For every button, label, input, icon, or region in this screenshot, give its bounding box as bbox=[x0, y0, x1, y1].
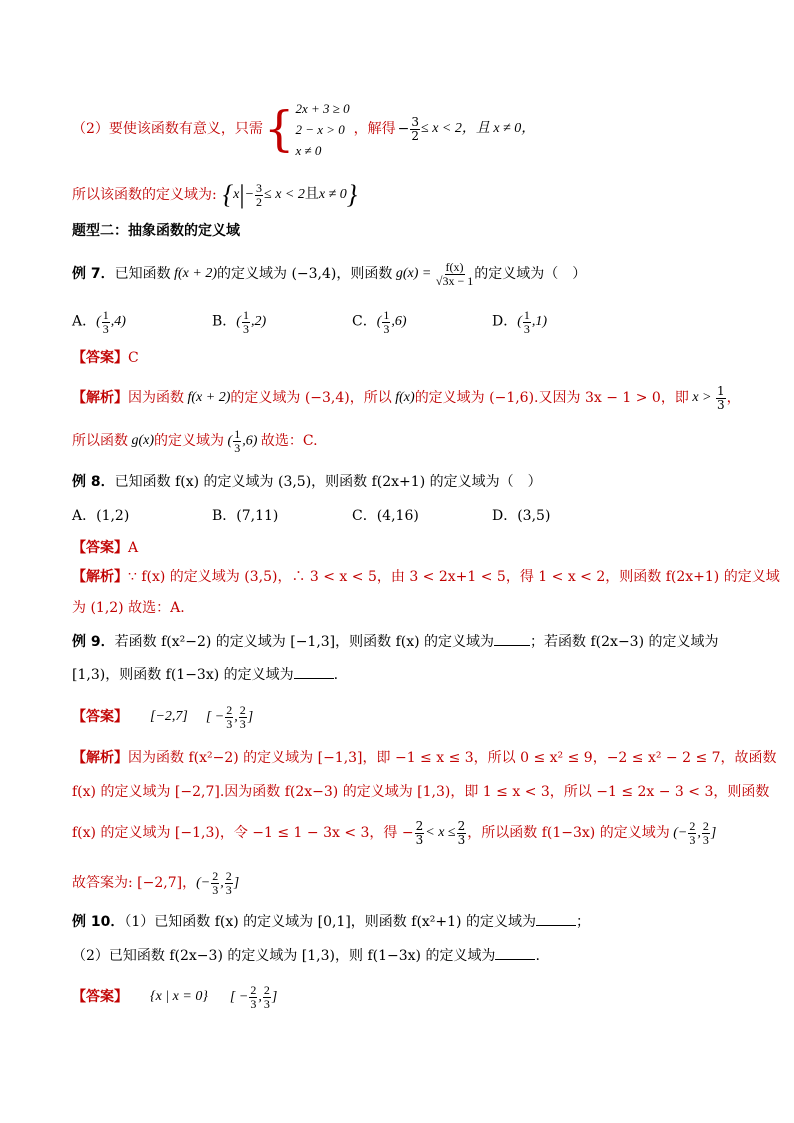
ex9-stem-2: [1,3)，则函数 f(1−3x) 的定义域为 . bbox=[72, 667, 339, 683]
ex8-option-d[interactable]: D．(3,5) bbox=[492, 508, 551, 524]
part2-line: （2）要使该函数有意义，只需 { 2x + 3 ≥ 0 2 − x > 0 x ≠ 0 ，解得 − $\frac{3}{2}$ ≤ x < 2，且 x ≠ 0， bbox=[72, 98, 535, 160]
blank-4[interactable] bbox=[495, 947, 535, 960]
ex8-option-c[interactable]: C．(4,16) bbox=[352, 508, 419, 524]
ex10-q1: 例 10．（1）已知函数 f(x) 的定义域为 [0,1]，则函数 f(x²+1) 的定义域为 ； bbox=[72, 914, 590, 930]
part2-mid: ，解得 bbox=[353, 121, 396, 137]
part2-domain-line bbox=[72, 180, 357, 210]
blank-2[interactable] bbox=[294, 666, 334, 679]
left-brace: { bbox=[263, 101, 295, 157]
ex8-analysis-2: 为 (1,2) 故选：A. bbox=[72, 600, 185, 616]
fraction-3-2: $\frac{3}{2}$ bbox=[411, 114, 420, 143]
ex10-answer: 【答案】 {x | x = 0} [ − $\frac{2}{3}$ , $\frac{2}{3}$ ] bbox=[72, 982, 278, 1011]
ex7-option-d[interactable]: D．( $\frac{1}{3}$ ,1) bbox=[492, 307, 548, 336]
ex9-analysis-2: f(x) 的定义域为 [−2,7].因为函数 f(2x−3) 的定义域为 [1,3)，即 1 ≤ x < 3，所以 −1 ≤ 2x − 3 < 3，则函数 bbox=[72, 784, 770, 800]
part2-result: ≤ x < 2，且 x ≠ 0， bbox=[421, 121, 536, 136]
ex10-q2: （2）已知函数 f(2x−3) 的定义域为 [1,3)，则 f(1−3x) 的定义域为 . bbox=[72, 948, 540, 964]
system-row-3: x ≠ 0 bbox=[295, 142, 322, 158]
system-row-1: 2x + 3 ≥ 0 bbox=[295, 100, 350, 116]
section-title: 题型二：抽象函数的定义域 bbox=[72, 223, 240, 239]
ex8-option-b[interactable]: B．(7,11) bbox=[212, 508, 279, 524]
ex9-analysis-1: 【解析】因为函数 f(x²−2) 的定义域为 [−1,3]，即 −1 ≤ x ≤ 3，所以 0 ≤ x² ≤ 9，−2 ≤ x² − 2 ≤ 7，故函数 bbox=[72, 750, 777, 766]
ex8-analysis-1: 【解析】∵ f(x) 的定义域为 (3,5)，∴ 3 < x < 5，由 3 < 2x+1 < 5，得 1 < x < 2，则函数 f(2x+1) 的定义域 bbox=[72, 569, 780, 585]
ex9-stem-1: 例 9．若函数 f(x²−2) 的定义域为 [−1,3]，则函数 f(x) 的定义域为 ；若函数 f(2x−3) 的定义域为 bbox=[72, 634, 719, 650]
part2-prefix: （2）要使该函数有意义，只需 bbox=[72, 121, 263, 137]
domain-prefix: 所以该函数的定义域为: bbox=[72, 187, 217, 203]
ex8-stem: 例 8．已知函数 f(x) 的定义域为 (3,5)，则函数 f(2x+1) 的定义域为（ ） bbox=[72, 474, 542, 490]
ex7-option-b[interactable]: B．( $\frac{1}{3}$ ,2) bbox=[212, 307, 267, 336]
ex8-option-a[interactable]: A．(1,2) bbox=[72, 508, 130, 524]
ex7-options bbox=[72, 306, 632, 338]
ex7-stem: 例 7． 已知函数 f(x + 2) 的定义域为 (−3,4)，则函数 g(x) = $\frac{f(x)}{√3x - 1}$ 的定义域为（ ） bbox=[72, 259, 587, 288]
blank-1[interactable] bbox=[494, 633, 530, 646]
ex7-analysis-2: 所以函数 g(x) 的定义域为 ( $\frac{1}{3}$ ,6) 故选：C. bbox=[72, 426, 318, 455]
ex8-answer: 【答案】A bbox=[72, 540, 139, 556]
ex7-answer: 【答案】C bbox=[72, 350, 139, 366]
ex9-analysis-3: f(x) 的定义域为 [−1,3)，令 −1 ≤ 1 − 3x < 3，得 − $\frac{2}{3}$ < x ≤ $\frac{2}{3}$ ，所以函数 f(1−3x) 的定义域为 (− $\frac{2}{3}$ , $\frac{2}{3}$ ] bbox=[72, 818, 717, 847]
ex7-label: 例 7． bbox=[72, 266, 115, 282]
ex8-options bbox=[72, 506, 632, 526]
ex9-answer: 【答案】 [−2,7] [ − $\frac{2}{3}$ , $\frac{2}{3}$ ] bbox=[72, 702, 254, 731]
domain-set: { x | − $\frac{3}{2}$ ≤ x < 2 且 x ≠ 0 } bbox=[222, 180, 358, 209]
system-row-2: 2 − x > 0 bbox=[295, 121, 345, 137]
fraction-3-2b: $\frac{3}{2}$ bbox=[256, 180, 263, 209]
ex7-analysis-1: 【解析】 因为函数 f(x + 2) 的定义域为 (−3,4)，所以 f(x) 的定义域为 (−1,6).又因为 3x − 1 > 0，即 x > $\frac{1}{3}$ ， bbox=[72, 383, 741, 412]
fx-over-sqrt: $\frac{f(x)}{√3x - 1}$ bbox=[435, 259, 474, 288]
blank-3[interactable] bbox=[536, 913, 576, 926]
ex7-option-a[interactable]: A．( $\frac{1}{3}$ ,4) bbox=[72, 307, 126, 336]
ex9-final: 故答案为: [−2,7]， (− $\frac{2}{3}$ , $\frac{2}{3}$ ] bbox=[72, 868, 240, 897]
inequality-system bbox=[295, 98, 349, 161]
ex7-option-c[interactable]: C．( $\frac{1}{3}$ ,6) bbox=[352, 307, 407, 336]
